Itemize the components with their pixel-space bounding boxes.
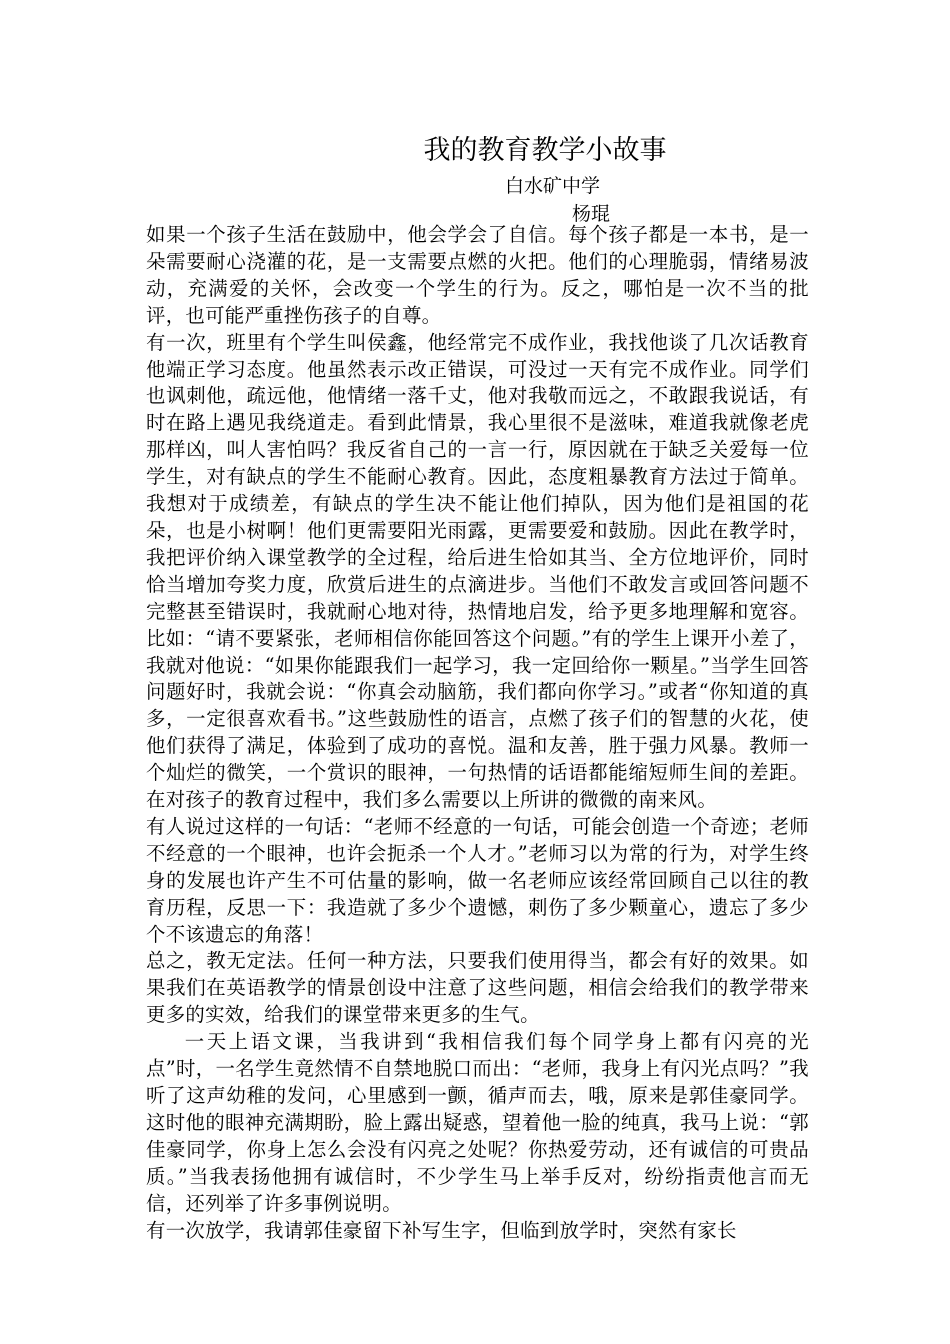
paragraph-continuation: 有一次放学，我请郭佳豪留下补写生字，但临到放学时，突然有家长	[146, 1218, 737, 1242]
paragraph-quote: 有人说过这样的一句话：“老师不经意的一句话，可能会创造一个奇迹；老师不经意的一个眼神，也许会扼杀一个人才。”老师习以为常的行为，对学生终身的发展也许产生不可估量的影响，做一名老师应该经常回顾自己以往的教育历程，反思一下：我造就了多少个遗憾，刺伤了多少颗童心，遗忘了多少个不该遗忘的角落！	[146, 814, 809, 946]
document-body	[146, 222, 809, 1244]
document-title: 我的教育教学小故事	[423, 135, 667, 166]
author-name: 杨琨	[572, 203, 611, 225]
paragraph-story-guojiahao: 一天上语文课，当我讲到“我相信我们每个同学身上都有闪亮的光点”时，一名学生竟然情不自禁地脱口而出：“老师，我身上有闪光点吗？”我听了这声幼稚的发问，心里感到一颤，循声而去，哦，原来是郭佳豪同学。这时他的眼神充满期盼，脸上露出疑惑，望着他一脸的纯真，我马上说：“郭佳豪同学，你身上怎么会没有闪亮之处呢？你热爱劳动，还有诚信的可贵品质。”当我表扬他拥有诚信时，不少学生马上举手反对，纷纷指责他言而无信，还列举了许多事例说明。	[146, 1030, 809, 1215]
school-name: 白水矿中学	[505, 175, 601, 197]
paragraph-intro: 如果一个孩子生活在鼓励中，他会学会了自信。每个孩子都是一本书，是一朵需要耐心浇灌的花，是一支需要点燃的火把。他们的心理脆弱，情绪易波动，充满爱的关怀，会改变一个学生的行为。反之，哪怕是一次不当的批评，也可能严重挫伤孩子的自尊。	[146, 223, 809, 327]
paragraph-story-houxin: 有一次，班里有个学生叫侯鑫，他经常完不成作业，我找他谈了几次话教育他端正学习态度。他虽然表示改正错误，可没过一天有完不成作业。同学们也讽刺他，疏远他，他情绪一落千丈，他对我敬而远之，不敢跟我说话，有时在路上遇见我绕道走。看到此情景，我心里很不是滋味，难道我就像老虎那样凶，叫人害怕吗？我反省自己的一言一行，原因就在于缺乏关爱每一位学生，对有缺点的学生不能耐心教育。因此，态度粗暴教育方法过于简单。我想对于成绩差，有缺点的学生决不能让他们掉队，因为他们是祖国的花朵，也是小树啊！他们更需要阳光雨露，更需要爱和鼓励。因此在教学时，我把评价纳入课堂教学的全过程，给后进生恰如其当、全方位地评价，同时恰当增加夸奖力度，欣赏后进生的点滴进步。当他们不敢发言或回答问题不完整甚至错误时，我就耐心地对待，热情地启发，给予更多地理解和宽容。比如：“请不要紧张，老师相信你能回答这个问题。”有的学生上课开小差了，我就对他说：“如果你能跟我们一起学习，我一定回给你一颗星。”当学生回答问题好时，我就会说：“你真会动脑筋，我们都向你学习。”或者“你知道的真多，一定很喜欢看书。”这些鼓励性的语言，点燃了孩子们的智慧的火花，使他们获得了满足，体验到了成功的喜悦。温和友善，胜于强力风暴。教师一个灿烂的微笑，一个赏识的眼神，一句热情的话语都能缩短师生间的差距。在对孩子的教育过程中，我们多么需要以上所讲的微微的南来风。	[146, 330, 809, 812]
paragraph-summary: 总之，教无定法。任何一种方法，只要我们使用得当，都会有好的效果。如果我们在英语教学的情景创设中注意了这些问题，相信会给我们的教学带来更多的实效，给我们的课堂带来更多的生气。	[146, 949, 809, 1027]
